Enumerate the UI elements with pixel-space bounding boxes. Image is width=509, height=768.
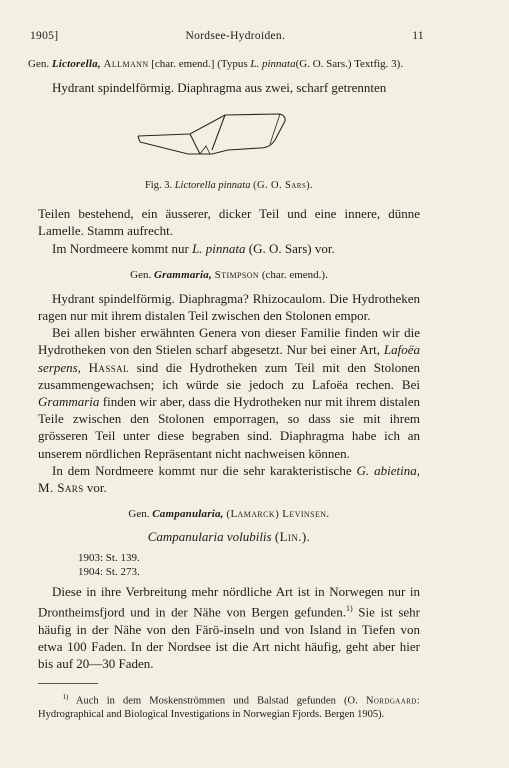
genus-heading-grammaria: Gen. Grammaria, Stimpson (char. emend.).: [130, 268, 328, 281]
page-body: [28, 58, 421, 722]
grammaria-paragraph-2: Bei allen bisher erwähnten Genera von dieser Familie finden wir die Hydrotheken von den Stielen scharf abgesetzt. Nur bei einer Art, Lafoëa serpens, Hassal sind die Hydrotheken zum Teil mit den Stolonen zusammengewachsen; ich würde sie jedoch zu Lafoëa rechen. Bei Grammaria finden wir aber, dass die Hydrotheken nur mit ihrem distalen Teile zwischen den Stolonen emporragen, so dass sie mit ihrem grösseren Teil unter diese begraben sind. Diaphragma habe ich an unserem nördlichen Repräsentant nicht nachweisen können.: [38, 325, 421, 461]
lictorella-paragraph-1: Hydrant spindelförmig. Diaphragma aus zwei, scharf getrennten: [52, 80, 387, 95]
lictorella-paragraph-3: Im Nordmeere kommt nur L. pinnata (G. O. Sars) vor.: [52, 240, 335, 256]
species-heading: Campanularia volubilis (Lin.).: [147, 529, 311, 545]
campanularia-paragraph-1: Diese in ihre Verbreitung mehr nördliche Art ist in Norwegen nur in Drontheimsfjord und in der Nähe von Bergen gefunden.$^{1)}$ Sie ist sehr häufig in der Nähe von den Färö-inseln und von Island in Tiefen von etwa 100 Faden. In der Nordsee ist die Art nicht häufig, geht aber hier bis auf 20—30 Faden.: [38, 584, 420, 672]
running-header: [30, 30, 424, 42]
grammaria-paragraph-3: In dem Nordmeere kommt nur die sehr karakteristische G. abietina, M. Sars vor.: [38, 462, 420, 496]
figure-3-illustration: [130, 110, 420, 162]
genus-heading-lictorella: Gen. Lictorella, Allmann [char. emend.] (Typus L. pinnata(G. O. Sars.) Textfig. 3).: [28, 58, 404, 70]
footnote-divider: [38, 683, 98, 684]
station-entry: 1904: St. 273.: [78, 566, 140, 579]
figure-3-caption: Fig. 3. Lictorella pinnata (G. O. Sars).: [144, 180, 314, 192]
header-year: 1905]: [30, 30, 59, 42]
grammaria-paragraph-1: Hydrant spindelförmig. Diaphragma? Rhizocaulom. Die Hydrotheken ragen nur mit ihrem distalen Teil zwischen den Stolonen empor.: [38, 290, 420, 324]
page-number: 11: [412, 30, 424, 42]
footnote-reference: 1): [345, 604, 353, 614]
lictorella-paragraph-2: Teilen bestehend, ein äusserer, dicker Teil und eine innere, dünne Lamelle. Stamm aufrecht.: [38, 206, 420, 239]
station-entry: 1903: St. 139.: [78, 552, 140, 565]
header-title: Nordsee-Hydroiden.: [185, 30, 286, 42]
footnote: $^{1)}$ Auch in dem Moskenströmmen und Balstad gefunden (O. Nordgaard: Hydrographical and Biological Investigations in Norwegian Fjords. Bergen 1905).: [38, 692, 421, 721]
genus-heading-campanularia: Gen. Campanularia, (Lamarck) Levinsen.: [128, 508, 330, 521]
station-list: [78, 551, 420, 579]
